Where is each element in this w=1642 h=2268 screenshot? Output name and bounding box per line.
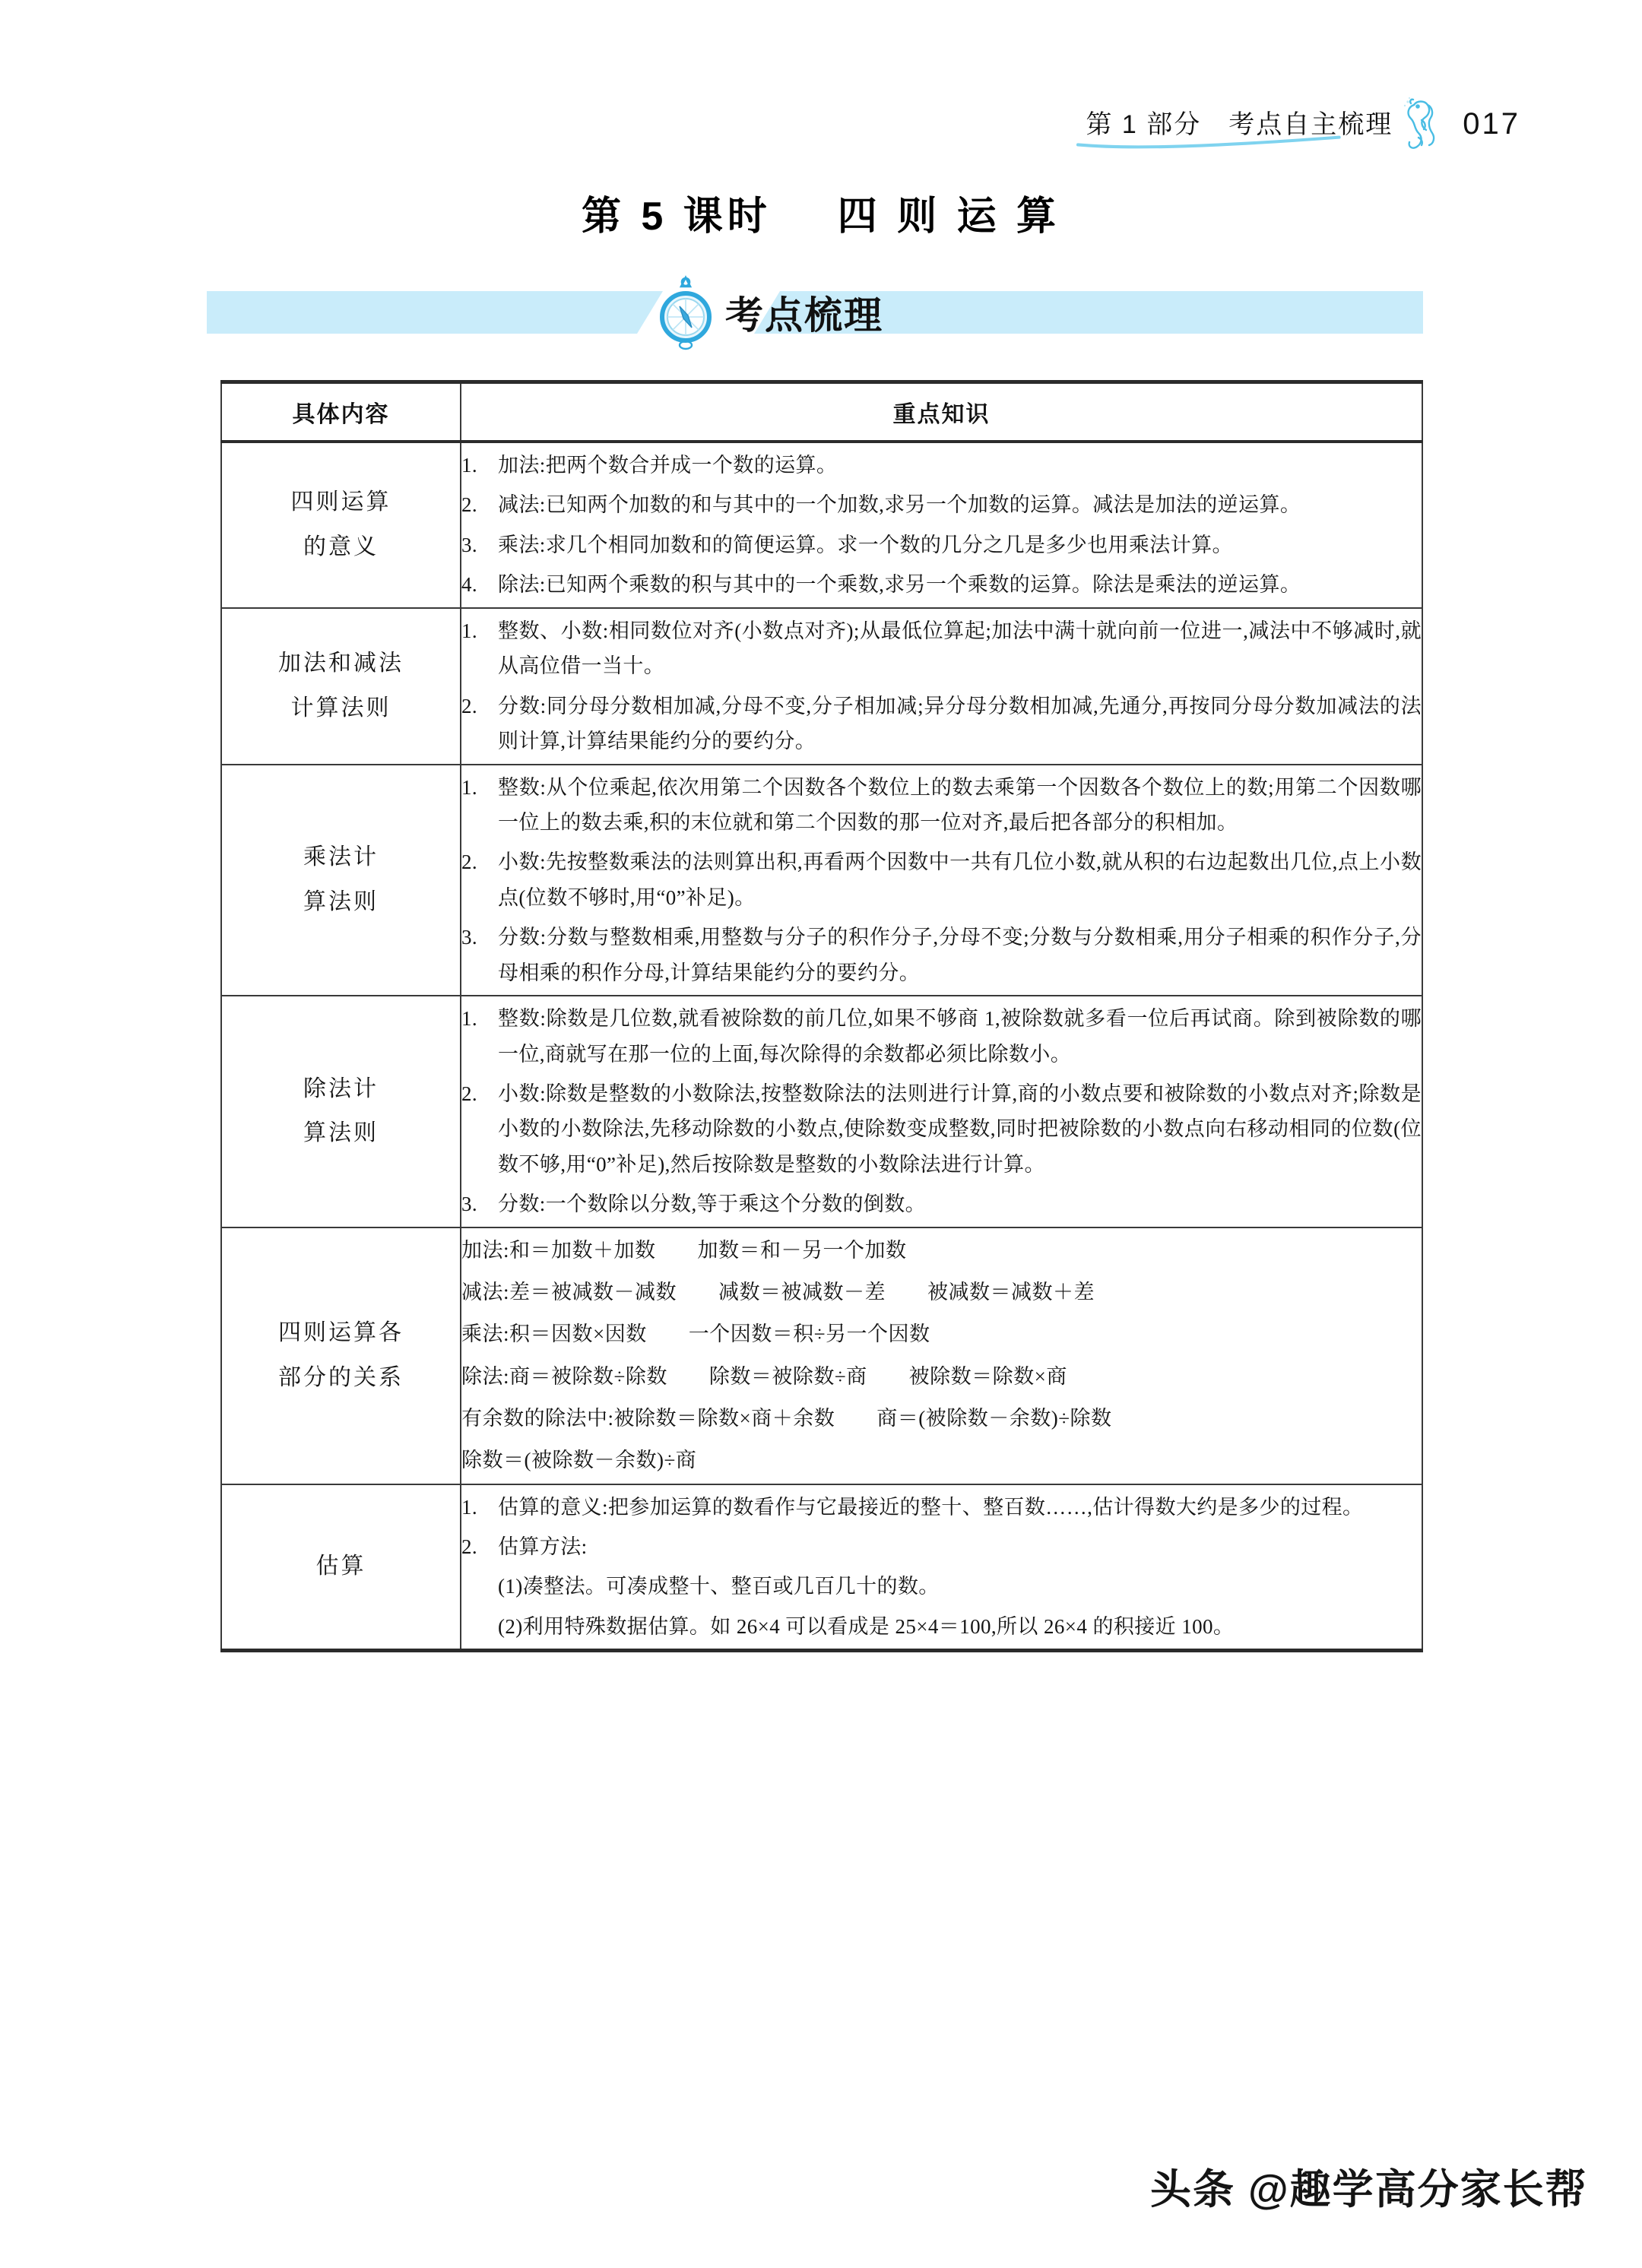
item-text: 估算方法:: [498, 1535, 588, 1558]
table-row: [221, 996, 1422, 1227]
item-number: 1.: [461, 1007, 478, 1031]
content-cell: [461, 1484, 1422, 1651]
formula-line: 减法:差＝被减数－减数 减数＝被减数－差 被减数＝减数＋差: [461, 1281, 1095, 1304]
table-row: [221, 1227, 1422, 1484]
topic-line: 四则运算: [290, 489, 391, 515]
banner-center: [657, 270, 883, 355]
content-cell: [461, 608, 1422, 765]
lesson-number-label: 第 5 课时: [581, 195, 772, 239]
table-row: [221, 442, 1422, 608]
topic-cell: [221, 996, 461, 1227]
list-item: [461, 920, 1422, 990]
item-text: 小数:除数是整数的小数除法,按整数除法的法则进行计算,商的小数点要和被除数的小数点对齐;除数是小数的小数除法,先移动除数的小数点,使除数变成整数,同时把被除数的小数点向右移动相同的位数(位数不够,用“0”补足),然后按除数是整数的小数除法进行计算。: [498, 1082, 1422, 1176]
item-text: 减法:已知两个加数的和与其中的一个加数,求另一个加数的运算。减法是加法的逆运算。: [498, 493, 1301, 517]
item-number: 2.: [461, 493, 478, 517]
topic-line: 算法则: [303, 1120, 379, 1146]
item-text: 小数:先按整数乘法的法则算出积,再看两个因数中一共有几位小数,就从积的右边起数出几位,点上小数点(位数不够时,用“0”补足)。: [498, 850, 1422, 909]
item-text: 分数:一个数除以分数,等于乘这个分数的倒数。: [498, 1193, 927, 1216]
topic-line: 计算法则: [290, 695, 391, 721]
banner-bar-left: [207, 291, 663, 334]
page-number: 017: [1463, 106, 1520, 141]
column-header-topic: 具体内容: [221, 382, 461, 442]
section-banner: [207, 291, 1423, 337]
list-item: [461, 1490, 1422, 1525]
item-text: 分数:同分母分数相加减,分母不变,分子相加减;异分母分数相加减,先通分,再按同分母分数加减法的法则计算,计算结果能约分的要约分。: [498, 694, 1422, 753]
content-cell: [461, 765, 1422, 996]
topic-line: 算法则: [303, 889, 379, 914]
item-number: 2.: [461, 1535, 478, 1558]
topic-cell: [221, 442, 461, 608]
content-cell: [461, 996, 1422, 1227]
formula-line: 除数＝(被除数－余数)÷商: [461, 1449, 697, 1472]
item-number: 1.: [461, 1495, 478, 1519]
item-text: 整数:除数是几位数,就看被除数的前几位,如果不够商 1,被除数就多看一位后再试商。除到被除数的哪一位,商就写在那一位的上面,每次除得的余数都必须比除数小。: [498, 1007, 1422, 1066]
list-item: [461, 567, 1422, 602]
topic-line: 部分的关系: [278, 1364, 404, 1390]
item-number: 4.: [461, 573, 478, 597]
item-number: 2.: [461, 1082, 478, 1105]
list-item: [461, 613, 1422, 684]
list-item: [461, 844, 1422, 915]
item-number: 3.: [461, 926, 478, 949]
list-item: [461, 689, 1422, 759]
topic-cell: [221, 1227, 461, 1484]
item-number: 1.: [461, 775, 478, 799]
table-row: [221, 608, 1422, 765]
running-title-text: 第 1 部分 考点自主梳理: [1086, 109, 1393, 139]
sub-item-text: (1)凑整法。可凑成整十、整百或几百几十的数。: [498, 1575, 940, 1598]
lesson-name-label: 四 则 运 算: [837, 195, 1061, 239]
item-number: 3.: [461, 533, 478, 556]
table-body: [221, 442, 1422, 1651]
item-text: 分数:分数与整数相乘,用整数与分子的积作分子,分母不变;分数与分数相乘,用分子相乘的积作分子,分母相乘的积作分母,计算结果能约分的要约分。: [498, 926, 1422, 984]
list-item: [461, 1529, 1422, 1564]
seahorse-icon: [1399, 95, 1443, 153]
item-text: 加法:把两个数合并成一个数的运算。: [498, 454, 838, 477]
list-item: [461, 1076, 1422, 1182]
topic-cell: [221, 765, 461, 996]
item-text: 估算的意义:把参加运算的数看作与它最接近的整十、整百数……,估计得数大约是多少的过程。: [498, 1495, 1364, 1519]
sub-item-text: (2)利用特殊数据估算。如 26×4 可以看成是 25×4＝100,所以 26×4 的积接近 100。: [498, 1614, 1235, 1638]
page-title: [0, 184, 1642, 241]
content-cell: [461, 442, 1422, 608]
list-item: [461, 448, 1422, 483]
topic-line: 四则运算各: [278, 1320, 404, 1346]
table-row: [221, 765, 1422, 996]
topic-line: 的意义: [303, 534, 379, 559]
page-running-header: [1086, 97, 1520, 150]
column-header-knowledge: 重点知识: [461, 382, 1422, 442]
section-title: 考点梳理: [725, 294, 883, 337]
knowledge-table: [220, 380, 1423, 1652]
topic-cell: [221, 1484, 461, 1651]
list-item: [461, 770, 1422, 841]
topic-line: 除法计: [303, 1075, 379, 1101]
formula-line: 乘法:积＝因数×因数 一个因数＝积÷另一个因数: [461, 1322, 930, 1346]
formula-line: 加法:和＝加数＋加数 加数＝和－另一个加数: [461, 1238, 907, 1262]
list-item: [461, 487, 1422, 522]
compass-icon: [657, 273, 715, 352]
list-item: [461, 1001, 1422, 1072]
item-text: 除法:已知两个乘数的积与其中的一个乘数,求另一个乘数的运算。除法是乘法的逆运算。: [498, 573, 1301, 597]
list-item: [461, 527, 1422, 562]
item-number: 1.: [461, 619, 478, 642]
item-number: 2.: [461, 850, 478, 874]
watermark: 头条 @趣学高分家长帮: [1150, 2167, 1588, 2213]
formula-line: 有余数的除法中:被除数＝除数×商＋余数 商＝(被除数－余数)÷除数: [461, 1406, 1112, 1430]
table-row: [221, 1484, 1422, 1651]
table-header-row: [221, 382, 1422, 442]
item-number: 2.: [461, 694, 478, 717]
topic-line: 加法和减法: [278, 651, 404, 676]
item-number: 3.: [461, 1193, 478, 1216]
item-number: 1.: [461, 454, 478, 477]
swoosh-decoration: [1078, 136, 1339, 150]
item-text: 乘法:求几个相同加数和的简便运算。求一个数的几分之几是多少也用乘法计算。: [498, 533, 1233, 556]
item-text: 整数:从个位乘起,依次用第二个因数各个数位上的数去乘第一个因数各个数位上的数;用第二个因数哪一位上的数去乘,积的末位就和第二个因数的那一位对齐,最后把各部分的积相加。: [498, 775, 1422, 834]
content-cell: [461, 1227, 1422, 1484]
topic-line: 估算: [315, 1554, 366, 1579]
topic-line: 乘法计: [303, 844, 379, 870]
item-text: 整数、小数:相同数位对齐(小数点对齐);从最低位算起;加法中满十就向前一位进一,减法中不够减时,就从高位借一当十。: [498, 619, 1422, 678]
formula-line: 除法:商＝被除数÷除数 除数＝被除数÷商 被除数＝除数×商: [461, 1364, 1067, 1388]
topic-cell: [221, 608, 461, 765]
running-title: [1086, 103, 1393, 145]
list-item: [461, 1186, 1422, 1221]
